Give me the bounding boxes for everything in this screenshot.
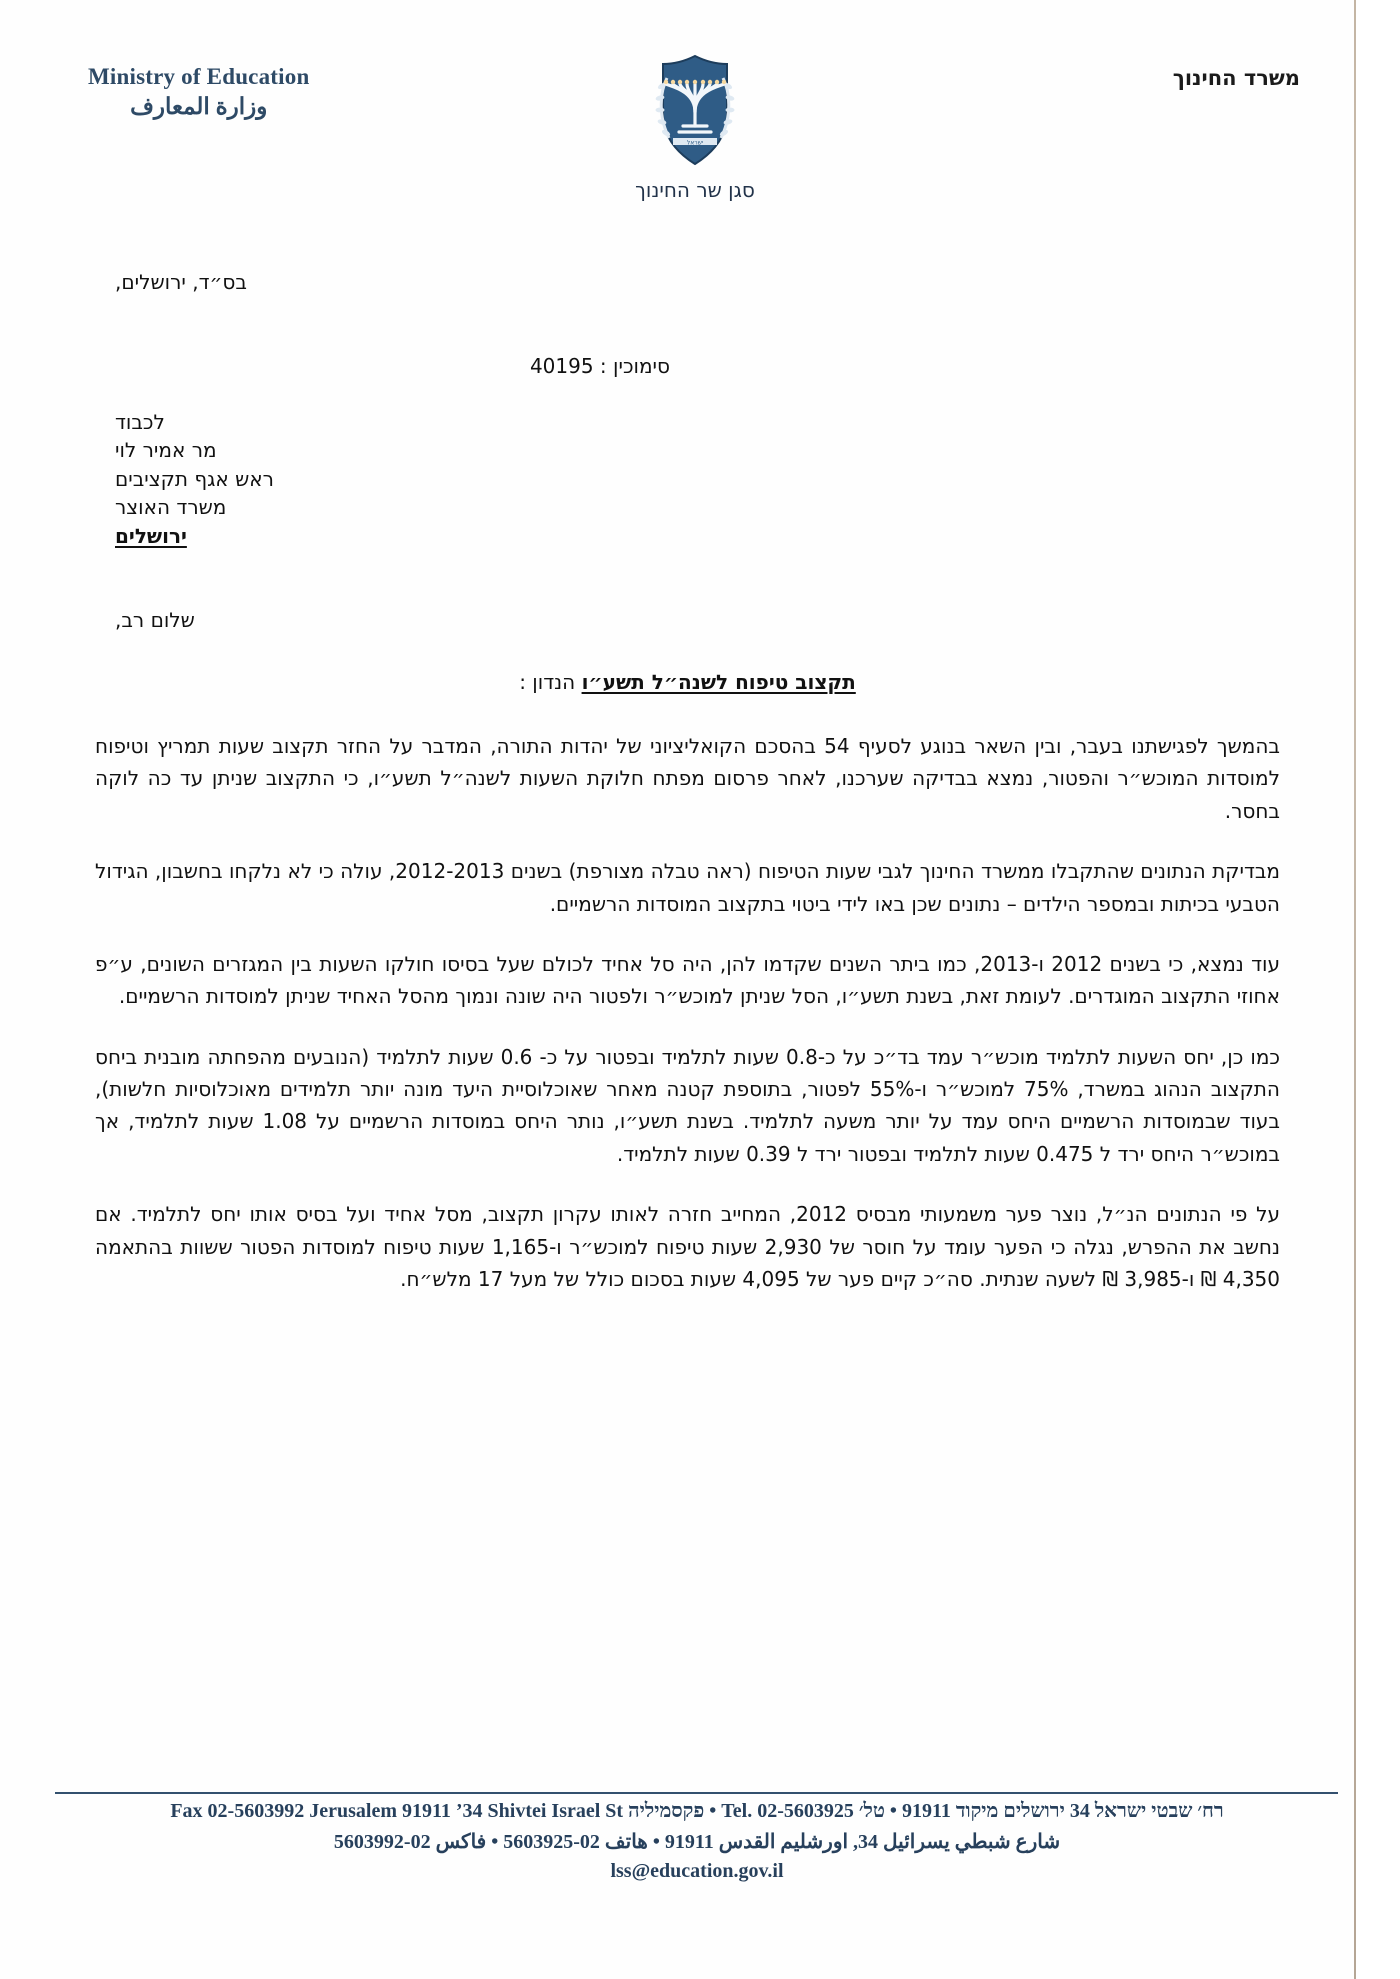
- reference-row: [95, 354, 1280, 394]
- subject-value: תקצוב טיפוח לשנה״ל תשע״ו: [581, 669, 856, 694]
- place-date-line: [95, 270, 1280, 294]
- israel-state-emblem-icon: [647, 52, 743, 168]
- ministry-name-english: Ministry of Education: [88, 64, 310, 89]
- footer-address-arabic: شارع شبطي يسرائيل 34, اورشليم القدس 91911 • هاتف 02-5603925 • فاكس 02-5603992: [333, 1831, 1061, 1853]
- footer-divider: [55, 1792, 1338, 1794]
- addressee-organization: משרד האוצר: [115, 495, 227, 520]
- letterhead: [60, 52, 1330, 242]
- subject-label: הנדון :: [519, 669, 576, 694]
- subject-line: [95, 670, 1280, 694]
- body-paragraph: כמו כן, יחס השעות לתלמיד מוכש״ר עמד בד״כ על כ-0.8 שעות לתלמיד ובפטור על כ- 0.6 שעות לתלמיד (הנובעים מהפחתה מובנית ביחס התקצוב הנהוג במשרד, 75% למוכש״ר ו-55% לפטור, בתוספת קטנה מאחר שאוכלוסיית היעד מונה יותר תלמידים מאוכלוסיות חלשות), בעוד שבמוסדות הרשמיים היחס עמד על יותר משעה לתלמיד. בשנת תשע״ו, נותר היחס במוסדות הרשמיים על 1.08 שעות לתלמיד, אך במוכש״ר היחס ירד ל 0.475 שעות לתלמיד ובפטור ירד ל 0.39 שעות לתלמיד.: [95, 1044, 1281, 1166]
- ministry-name-hebrew: משרד החינוך: [1172, 66, 1300, 90]
- footer-address-hebrew-english: רח׳ שבטי ישראל 34 ירושלים מיקוד 91911 • טל׳ Tel. 02-5603925 • פקסמיליה Fax 02-5603992 Jerusalem 91911 ’34 Shivtei Israel St: [170, 1800, 1224, 1822]
- addressee-role: ראש אגף תקציבים: [115, 466, 274, 491]
- greeting-line: שלום רב,: [115, 607, 195, 632]
- addressee-city: ירושלים: [115, 523, 187, 548]
- footer-email: lss@education.gov.il: [610, 1860, 784, 1882]
- addressee-block: [95, 408, 1280, 550]
- body-paragraph: על פי הנתונים הנ״ל, נוצר פער משמעותי מבסיס 2012, המחייב חזרה לאותו עקרון תקצוב, מסל אחיד ועל בסיס אותו יחס לתלמיד. אם נחשב את ההפרש, נגלה כי הפער עומד על חוסר של 2,930 שעות טיפוח למוכש״ר ו-1,165 שעות טיפוח למוסדות הפטור ששוות בהתאמה 4,350 ₪ ו-3,985 ₪ לשעה שנתית. סה״כ קיים פער של 4,095 שעות בסכום כולל של מעל 17 מלש״ח.: [95, 1202, 1281, 1292]
- addressee-name: מר אמיר לוי: [115, 438, 217, 463]
- svg-text:ישראל: ישראל: [686, 139, 704, 147]
- ministry-name-arabic: وزارة المعارف: [130, 94, 268, 119]
- scan-margin: [1356, 0, 1400, 1979]
- place-date-text: בס״ד, ירושלים,: [115, 270, 247, 294]
- addressee-honorific: לכבוד: [115, 410, 165, 434]
- footer-block: [60, 1800, 1334, 1883]
- reference-number: סימוכין : 40195: [529, 354, 670, 378]
- deputy-minister-title: סגן שר החינוך: [635, 178, 755, 202]
- body-paragraph: עוד נמצא, כי בשנים 2012 ו-2013, כמו ביתר השנים שקדמו להן, היה סל אחיד לכולם שעל בסיסו חולקו השעות בין המגזרים השונים, ע״פ אחוזי התקצוב המוגדרים. לעומת זאת, בשנת תשע״ו, הסל שניתן למוכש״ר ולפטור היה שונה ונמוך מהסל האחיד שניתן למוסדות הרשמיים.: [95, 951, 1280, 1009]
- letter-body: [95, 270, 1280, 1323]
- letterhead-latin-arabic: [88, 64, 309, 120]
- body-paragraph: מבדיקת הנתונים שהתקבלו ממשרד החינוך לגבי שעות הטיפוח (ראה טבלה מצורפת) בשנים 2012-2013, עולה כי לא נלקחו בחשבון, הגידול הטבעי בכיתות ובמספר הילדים – נתונים שכן באו לידי ביטוי בתקצוב המוסדות הרשמיים.: [95, 859, 1281, 916]
- body-paragraph: בהמשך לפגישתנו בעבר, ובין השאר בנוגע לסעיף 54 בהסכם הקואליציוני של יהדות התורה, המדבר על החזר תקצוב שעות תמריץ וטיפוח למוסדות המוכש״ר והפטור, נמצא בבדיקה שערכנו, לאחר פרסום מפתח חלוקת השעות לשנה״ל תשע״ו, כי התקצוב שניתן עד כה לוקה בחסר.: [95, 733, 1280, 823]
